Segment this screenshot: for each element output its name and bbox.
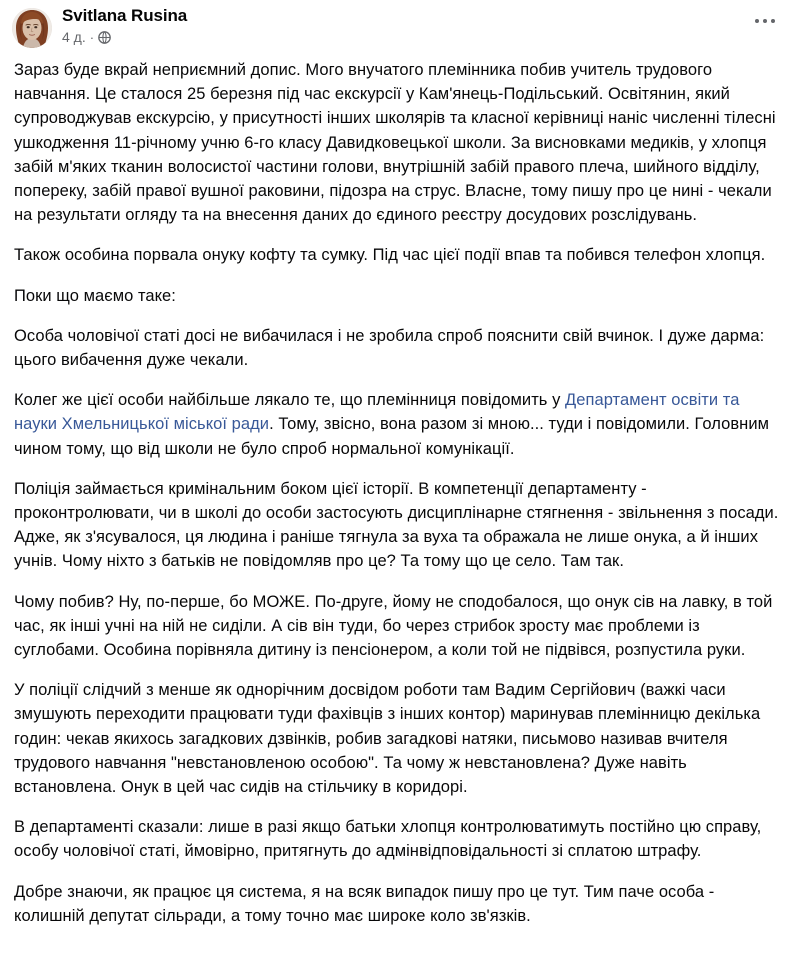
post-text-run: В департаменті сказали: лише в разі якщо батьки хлопця контролюватимуть постійно цю справу, особу чоловічої статі, ймовірно, притягнуть до адмінвідповідальності зі сплатою штрафу.	[14, 818, 762, 861]
post-paragraph	[14, 590, 786, 663]
post-text-run: Зараз буде вкрай неприємний допис. Мого внучатого племінника побив учитель трудового навчання. Це сталося 25 березня під час екскурсії у Кам'янець-Подільський. Освітянин, який супроводжував екскурсію, у присутності інших школярів та класної керівниці наніс численні тілесні ушкодження 11-річному учню 6-го класу Давидковецької школи. За висновками медиків, у хлопця забій м'яких тканин волосистої частини голови, внутрішній забій правого плеча, шийного відділу, попереку, забій правої вушної раковини, підозра на струс. Власне, тому пишу про це нині - чекали на результати огляду та на внесення даних до єдиного реєстру досудових розслідувань.	[14, 61, 776, 225]
post-text-run: Також особина порвала онуку кофту та сумку. Під час цієї події впав та побився телефон хлопця.	[14, 246, 766, 265]
post-paragraph	[14, 324, 786, 372]
meta-separator: ·	[89, 30, 95, 45]
avatar[interactable]	[12, 8, 52, 48]
post-paragraph	[14, 880, 786, 928]
post-message-body	[0, 50, 800, 928]
menu-dot	[763, 19, 767, 23]
post-text-run: Особа чоловічої статі досі не вибачилася і не зробила спроб пояснити свій вчинок. І дуже дарма: цього вибачення дуже чекали.	[14, 326, 765, 370]
post-paragraph	[14, 58, 786, 227]
menu-dot	[771, 19, 775, 23]
author-name[interactable]: Svitlana Rusina	[62, 6, 188, 25]
menu-dot	[755, 19, 759, 23]
post-text-run: Добре знаючи, як працює ця система, я на всяк випадок пишу про це тут. Тим паче особа - колишній депутат сільради, а тому точно має широке коло зв'язків.	[14, 882, 715, 925]
post-text-run: Поки що маємо таке:	[14, 286, 176, 305]
post-timestamp[interactable]: 4 д.	[62, 29, 86, 45]
post-meta	[62, 29, 187, 46]
post-paragraph	[14, 678, 786, 799]
globe-icon[interactable]	[98, 31, 111, 44]
post-paragraph	[14, 815, 786, 863]
post-text-run: Чому побив? Ну, по-перше, бо МОЖЕ. По-друге, йому не сподобалося, що онук сів на лавку, в той час, як інші учні на ній не сиділи. А сів він туди, бо через стрибок зросту має проблеми із суглобами. Особина порівняла дитину із пенсіонером, а коли той не підвівся, розпустила руки.	[14, 592, 773, 660]
post-text-run: Поліція займається кримінальним боком цієї історії. В компетенції департаменту - проконтролювати, чи в школі до особи застосують дисциплінарне стягнення - звільнення з посади. Адже, як з'ясувалося, ця людина і раніше тягнула за вуха та ображала не лише онука, а й інших учнів. Чому ніхто з батьків не повідомляв про це? Та тому що це село. Там так.	[14, 479, 779, 571]
post-paragraph	[14, 243, 786, 267]
post-text-run: Колег же цієї особи найбільше лякало те, що племінниця повідомить у	[14, 391, 566, 410]
post-paragraph	[14, 477, 786, 574]
post-inline-link[interactable]: Департамент освіти та науки Хмельницької міської ради	[14, 391, 740, 434]
post-text-run: У поліції слідчий з менше як однорічним досвідом роботи там Вадим Сергійович (важкі часи змушують переходити працювати туди фахівців з інших контор) маринував племінницю декілька годин: чекав якихось загадкових дзвінків, робив загадкові натяки, письмово називав вчителя трудового навчання "невстановленою особою". Та чому ж невстановлена? Дуже навіть встановлена. Онук в цей час сидів на стільчику в коридорі.	[14, 681, 761, 797]
post-text-run: . Тому, звісно, вона разом зі мною... туди і повідомили. Головним чином тому, що від школи не було спроб нормальної комунікації.	[14, 415, 770, 458]
post-paragraph	[14, 284, 786, 308]
post-paragraph	[14, 388, 786, 461]
overflow-menu-icon[interactable]	[750, 11, 780, 31]
post-header-text	[62, 6, 187, 46]
post-header	[0, 0, 800, 50]
